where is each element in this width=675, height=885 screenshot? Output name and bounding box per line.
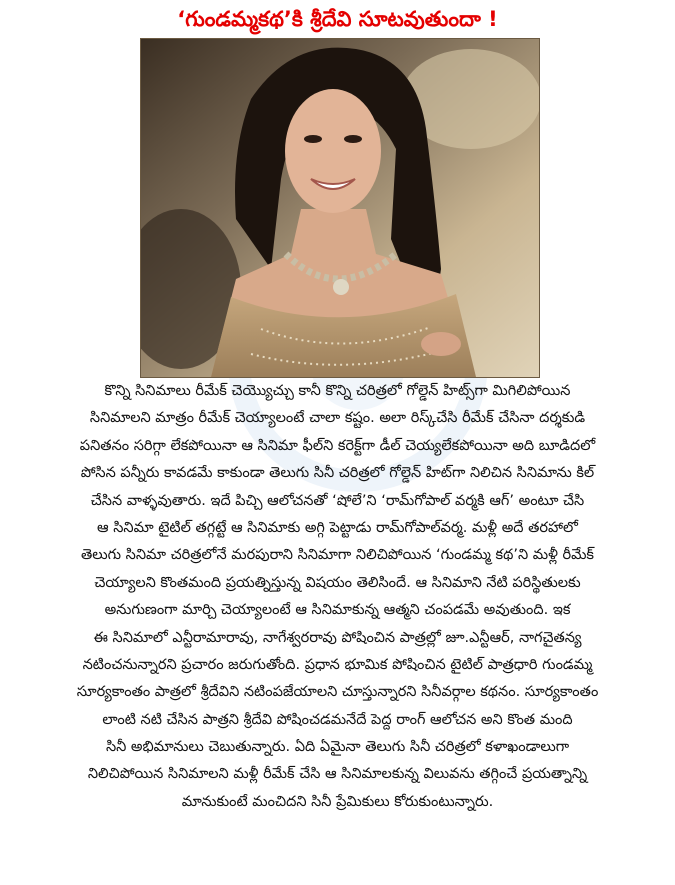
headline: ‘గుండమ్మకథ’కి శ్రీదేవి సూటవుతుందా ! bbox=[177, 7, 498, 31]
article-line: కొన్ని సినిమాలు రీమేక్ చెయ్యొచ్చు కానీ కొన్ని చరిత్రలో గోల్డెన్ హిట్స్‌గా మిగిలిపోయిన bbox=[104, 383, 571, 399]
article-line: తెలుగు సినిమా చరిత్రలోనే మరపురాని సినిమాగా నిలిచిపోయిన ‘గుండమ్మ కథ’ని మళ్లీ రీమేక్ bbox=[81, 547, 594, 564]
article-line: పనితనం సరిగ్గా లేకపోయినా ఆ సినిమా ఫీల్‌ని కరెక్ట్‌గా డీల్ చెయ్యలేకపోయినా అది బూడిదలో bbox=[79, 437, 596, 454]
article-line: ఈ సినిమాలో ఎన్టీరామారావు, నాగేశ్వరరావు పోషించిన పాత్రల్లో జూ.ఎన్టీఆర్, నాగచైతన్య bbox=[93, 629, 582, 646]
photo-illustration bbox=[141, 39, 539, 377]
article-line: అనుగుణంగా మార్చి చెయ్యాలంటే ఆ సినిమాకున్న ఆత్మని చంపడమే అవుతుంది. ఇక bbox=[104, 602, 571, 619]
article-line: చేసిన వాళ్ళవుతారు. ఇదే పిచ్చి ఆలోచనతో ‘షోలే’ని ‘రామ్‌గోపాల్ వర్మకి ఆగ్’ అంటూ చేసి bbox=[90, 492, 585, 509]
article-line: సినిమాలని మాత్రం రీమేక్ చెయ్యాలంటే చాలా కష్టం. అలా రిస్క్‌చేసి రీమేక్ చేసినా దర్శకుడి bbox=[89, 410, 586, 427]
article-line: చెయ్యాలని కొంతమంది ప్రయత్నిస్తున్న విషయం తెలిసిందే. ఆ సినిమాని నేటి పరిస్థితులకు bbox=[94, 574, 581, 591]
article-body bbox=[16, 378, 659, 816]
article-line: మానుకుంటే మంచిదని సినీ ప్రేమికులు కోరుకుంటున్నారు. bbox=[181, 793, 494, 810]
article-line: సినీ అభిమానులు చెబుతున్నారు. ఏది ఏమైనా తెలుగు సినీ చరిత్రలో కళాఖండాలుగా bbox=[105, 739, 570, 756]
article-line: లాంటి నటి చేసిన పాత్రని శ్రీదేవి పోషించడమనేదే పెద్ద రాంగ్ ఆలోచన అని కొంత మంది bbox=[102, 711, 573, 728]
article-photo bbox=[140, 38, 540, 378]
article-line: నటించనున్నారని ప్రచారం జరుగుతోంది. ప్రధాన భూమిక పోషించిన టైటిల్ పాత్రధారి గుండమ్మ bbox=[82, 656, 593, 673]
article-line: సూర్యకాంతం పాత్రలో శ్రీదేవిని నటింపజేయాలని చూస్తున్నారని సినీవర్గాల కథనం. సూర్యకాంతం bbox=[76, 684, 599, 701]
article-line: ఆ సినిమా టైటిల్ తగ్గట్టే ఆ సినిమాకు అగ్గి పెట్టాడు రామ్‌గోపాల్‌వర్మ. మళ్లీ అదే తరహాలో bbox=[97, 519, 578, 536]
article-line: పోసిన పన్నీరు కావడమే కాకుండా తెలుగు సినీ చరిత్రలో గోల్డెన్ హిట్‌గా నిలిచిన సినిమాను కిల్ bbox=[80, 465, 595, 482]
article-line: నిలిచిపోయిన సినిమాలని మళ్లీ రీమేక్ చేసి ఆ సినిమాలకున్న విలువను తగ్గించే ప్రయత్నాన్ని bbox=[87, 766, 588, 783]
